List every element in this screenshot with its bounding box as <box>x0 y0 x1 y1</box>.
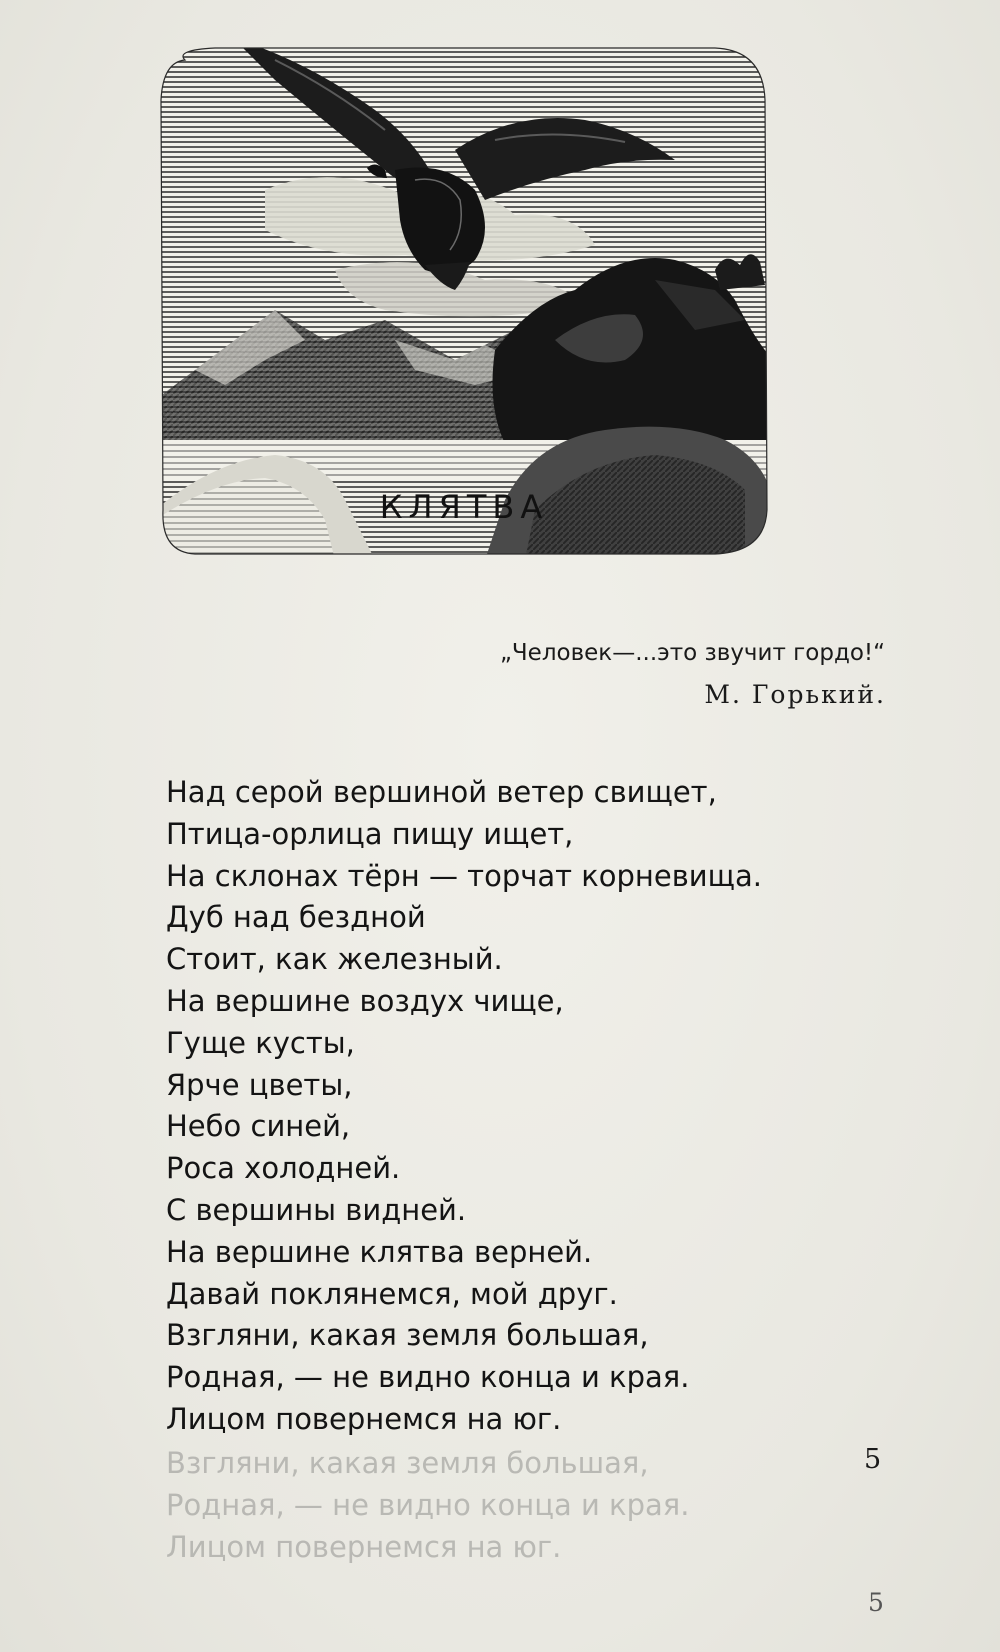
eagle-over-mountains-icon <box>155 40 773 560</box>
poem-line: Гуще кусты, <box>166 1025 355 1060</box>
poem-line: Роса холодней. <box>166 1151 401 1186</box>
epigraph <box>500 636 890 712</box>
poem-line: На вершине клятва верней. <box>166 1234 593 1269</box>
poem-line: Давай поклянемся, мой друг. <box>166 1276 618 1311</box>
poem-line: С вершины видней. <box>166 1192 467 1227</box>
poem-line: Родная, — не видно конца и края. <box>166 1360 690 1395</box>
poem-line: Дуб над бездной <box>166 900 426 935</box>
ghost-line: Лицом повернемся на юг. <box>166 1530 562 1564</box>
poem-line: Взгляни, какая земля большая, <box>166 1318 649 1353</box>
epigraph-author: М. Горький. <box>704 680 886 709</box>
poem-line: Небо синей, <box>166 1109 351 1144</box>
poem-body <box>166 772 906 1441</box>
epigraph-quote: „Человек—...это звучит гордо!“ <box>500 640 886 666</box>
ghost-line: Родная, — не видно конца и края. <box>166 1488 690 1522</box>
show-through-text <box>166 1442 689 1568</box>
poem-line: На вершине воздух чище, <box>166 983 564 1018</box>
poem-line: Птица-орлица пищу ищет, <box>166 816 574 851</box>
poem-line: Ярче цветы, <box>166 1067 353 1102</box>
poem-line: На склонах тёрн — торчат корневища. <box>166 858 762 893</box>
poem-line: Над серой вершиной ветер свищет, <box>166 775 717 809</box>
page-number-ghost: 5 <box>868 1588 884 1617</box>
eagle-mountain-illustration <box>155 40 773 560</box>
poem-line: Стоит, как железный. <box>166 942 503 977</box>
page-number: 5 <box>864 1444 882 1475</box>
poem-line: Лицом повернемся на юг. <box>166 1401 562 1436</box>
poem-title: КЛЯТВА <box>379 488 549 526</box>
ghost-line: Взгляни, какая земля большая, <box>166 1446 649 1480</box>
